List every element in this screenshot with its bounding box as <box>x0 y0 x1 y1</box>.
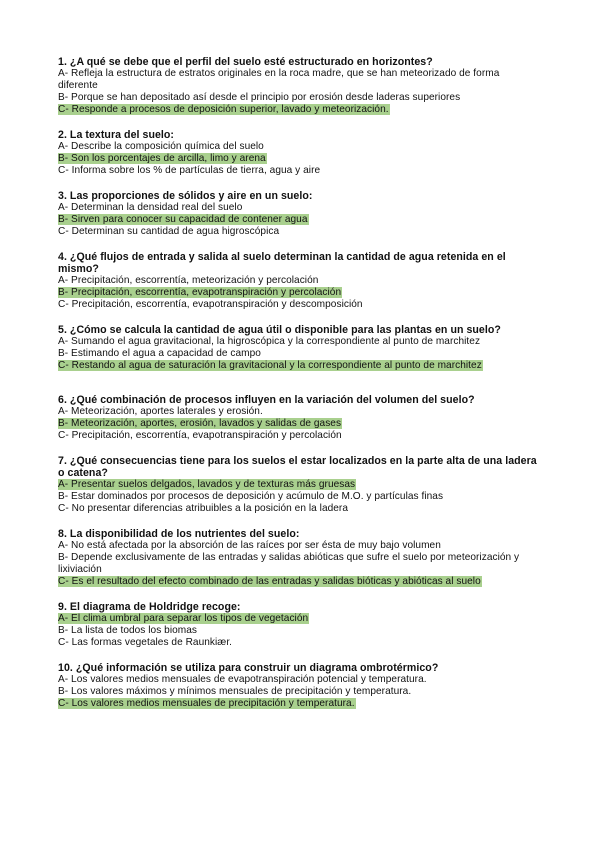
answer-option-b-correct: B- Meteorización, aportes, erosión, lavados y salidas de gases <box>58 418 342 429</box>
answer-option-b: B- Estimando el agua a capacidad de campo <box>58 348 261 359</box>
answer-option-a-correct: A- Presentar suelos delgados, lavados y de texturas más gruesas <box>58 479 356 490</box>
question-10 <box>58 662 538 710</box>
answer-option-c-correct: C- Los valores medios mensuales de precipitación y temperatura. <box>58 698 355 709</box>
answer-option-a: A- No está afectada por la absorción de las raíces por ser ésta de muy bajo volumen <box>58 540 441 551</box>
question-title: 10. ¿Qué información se utiliza para construir un diagrama ombrotérmico? <box>58 662 439 674</box>
answer-option-c: C- Precipitación, escorrentía, evapotranspiración y percolación <box>58 430 342 441</box>
answer-option-b: B- Los valores máximos y mínimos mensuales de precipitación y temperatura. <box>58 686 412 697</box>
answer-option-b-correct: B- Precipitación, escorrentía, evapotranspiración y percolación <box>58 287 342 298</box>
quiz-document <box>58 56 538 723</box>
answer-option-c-correct: C- Restando al agua de saturación la gravitacional y la correspondiente al punto de marchitez <box>58 360 482 371</box>
question-title: 1. ¿A qué se debe que el perfil del suelo esté estructurado en horizontes? <box>58 56 433 68</box>
question-title: 2. La textura del suelo: <box>58 129 174 141</box>
question-6 <box>58 394 538 442</box>
question-4 <box>58 251 538 311</box>
answer-option-c-correct: C- Responde a procesos de deposición superior, lavado y meteorización. <box>58 104 389 115</box>
question-2 <box>58 129 538 177</box>
question-1 <box>58 56 538 116</box>
answer-option-c-correct: C- Es el resultado del efecto combinado de las entradas y salidas bióticas y abióticas al suelo <box>58 576 481 587</box>
question-title: 9. El diagrama de Holdridge recoge: <box>58 601 241 613</box>
answer-option-b: B- La lista de todos los biomas <box>58 625 198 636</box>
answer-option-c: C- Informa sobre los % de partículas de tierra, agua y aire <box>58 165 321 176</box>
question-title: 4. ¿Qué flujos de entrada y salida al suelo determinan la cantidad de agua retenida en el mismo? <box>58 251 506 275</box>
question-8 <box>58 528 538 588</box>
question-title: 7. ¿Qué consecuencias tiene para los suelos el estar localizados en la parte alta de una ladera o catena? <box>58 455 537 479</box>
question-3 <box>58 190 538 238</box>
answer-option-a: A- Describe la composición química del suelo <box>58 141 264 152</box>
answer-option-b: B- Porque se han depositado así desde el principio por erosión desde laderas superiores <box>58 92 461 103</box>
answer-option-a: A- Sumando el agua gravitacional, la higroscópica y la correspondiente al punto de marchitez <box>58 336 481 347</box>
answer-option-b-correct: B- Son los porcentajes de arcilla, limo y arena <box>58 153 266 164</box>
answer-option-a-correct: A- El clima umbral para separar los tipos de vegetación <box>58 613 309 624</box>
answer-option-a: A- Precipitación, escorrentía, meteorización y percolación <box>58 275 319 286</box>
question-9 <box>58 601 538 649</box>
answer-option-a: A- Meteorización, aportes laterales y erosión. <box>58 406 263 417</box>
answer-option-b: B- Depende exclusivamente de las entradas y salidas abióticas que sufre el suelo por meteorización y lixiviación <box>58 552 520 575</box>
question-title: 5. ¿Cómo se calcula la cantidad de agua útil o disponible para las plantas en un suelo? <box>58 324 501 336</box>
answer-option-a: A- Los valores medios mensuales de evapotranspiración potencial y temperatura. <box>58 674 427 685</box>
answer-option-a: A- Determinan la densidad real del suelo <box>58 202 243 213</box>
answer-option-c: C- No presentar diferencias atribuibles a la posición en la ladera <box>58 503 349 514</box>
answer-option-a: A- Refleja la estructura de estratos originales en la roca madre, que se han meteorizado de forma diferente <box>58 68 500 91</box>
answer-option-b-correct: B- Sirven para conocer su capacidad de contener agua <box>58 214 308 225</box>
answer-option-c: C- Las formas vegetales de Raunkiær. <box>58 637 233 648</box>
question-title: 6. ¿Qué combinación de procesos influyen en la variación del volumen del suelo? <box>58 394 475 406</box>
question-title: 8. La disponibilidad de los nutrientes del suelo: <box>58 528 300 540</box>
answer-option-c: C- Precipitación, escorrentía, evapotranspiración y descomposición <box>58 299 363 310</box>
answer-option-c: C- Determinan su cantidad de agua higroscópica <box>58 226 280 237</box>
answer-option-b: B- Estar dominados por procesos de deposición y acúmulo de M.O. y partículas finas <box>58 491 444 502</box>
question-5 <box>58 324 538 372</box>
question-7 <box>58 455 538 515</box>
question-title: 3. Las proporciones de sólidos y aire en un suelo: <box>58 190 313 202</box>
